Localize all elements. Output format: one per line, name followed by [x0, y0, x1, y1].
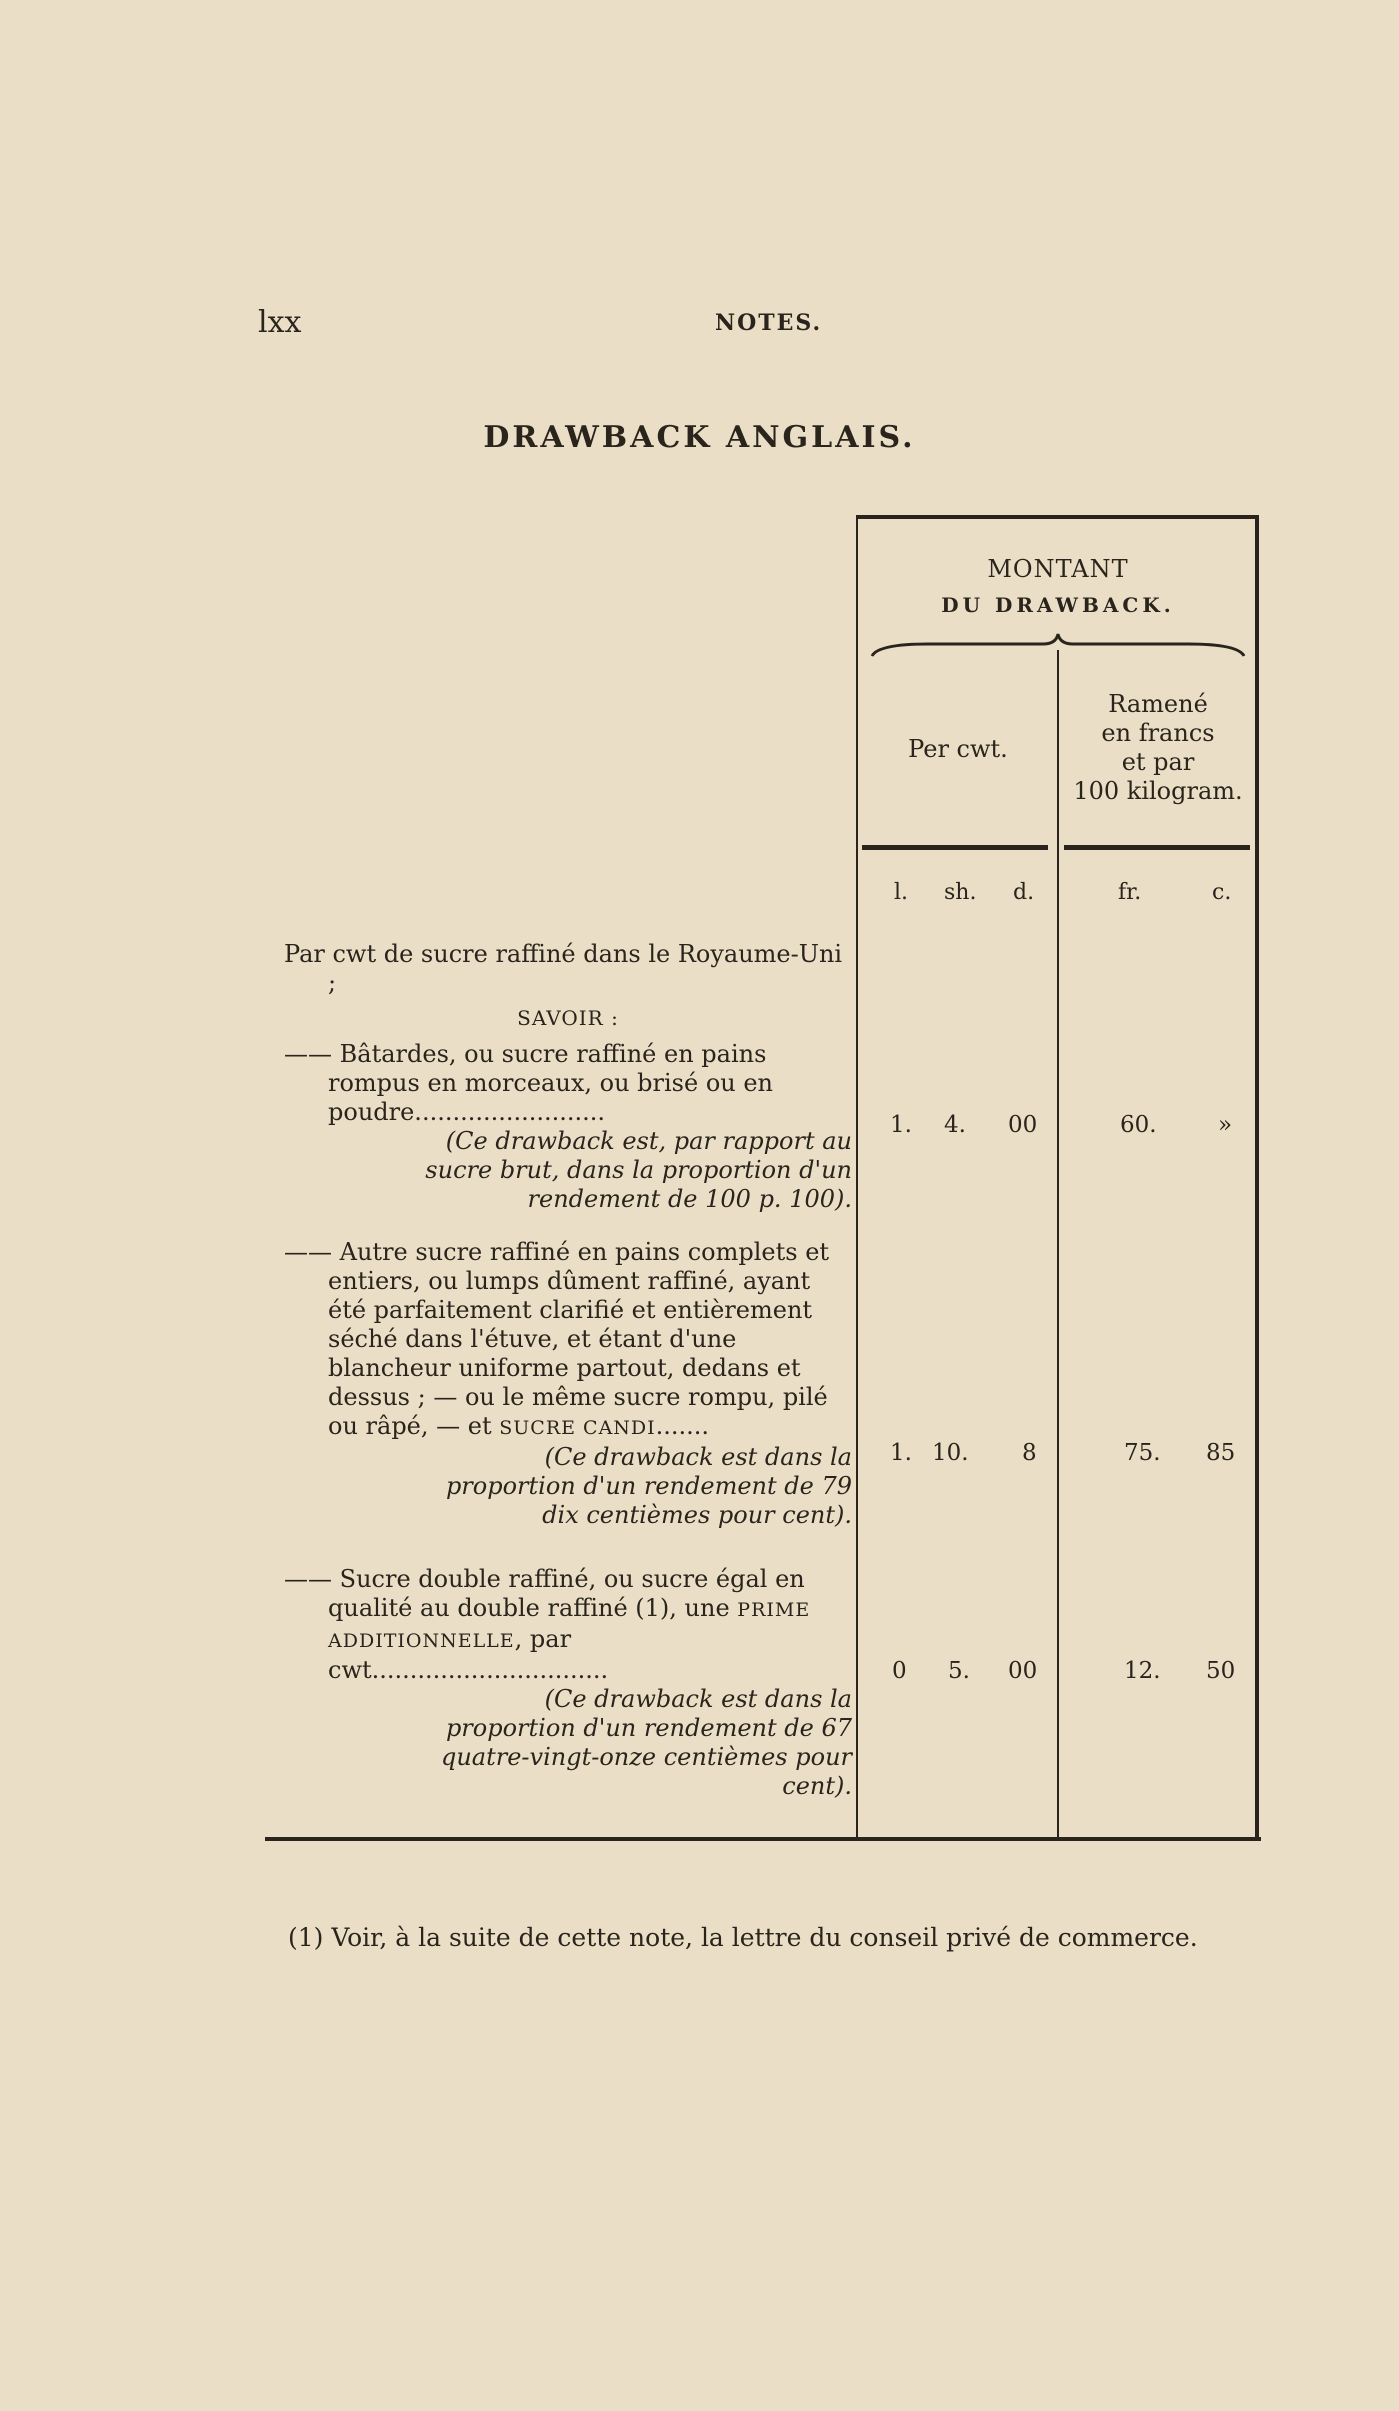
table-mid-rule: [1057, 650, 1059, 1837]
running-head: NOTES.: [715, 310, 823, 336]
value-fr: 75.: [1124, 1440, 1161, 1466]
unit-deniers: d.: [1013, 880, 1035, 905]
table-intro: Par cwt de sucre raffiné dans le Royaume-Uni ; SAVOIR :: [284, 940, 852, 1033]
value-sh: 5.: [948, 1658, 970, 1684]
header-du-drawback: DU DRAWBACK.: [941, 593, 1175, 617]
value-sh: 4.: [944, 1112, 966, 1138]
value-d: 00: [1008, 1112, 1038, 1138]
unit-shillings: sh.: [944, 880, 977, 905]
header-brace: [868, 630, 1248, 660]
table-row: —— Sucre double raffiné, ou sucre égal en qualité au double raffiné (1), une PRIME ADDITIONNELLE, par cwt............................... (Ce drawback est dans la proportion d'un rendement de 67 quatre-vingt-onze centièmes pour cent).: [284, 1565, 852, 1800]
value-l: 1.: [890, 1440, 912, 1466]
header-ramene: Ramené en francs et par 100 kilogram.: [1073, 690, 1243, 805]
unit-centimes: c.: [1212, 880, 1232, 905]
value-fr: 60.: [1120, 1112, 1157, 1138]
value-c: 85: [1206, 1440, 1236, 1466]
footnote: (1) Voir, à la suite de cette note, la lettre du conseil privé de commerce.: [288, 1923, 1198, 1952]
value-d: 8: [1022, 1440, 1037, 1466]
header-rule-right: [1064, 845, 1250, 850]
table-bottom-rule: [265, 1837, 1261, 1841]
header-per-cwt: Per cwt.: [908, 735, 1008, 763]
folio: lxx: [258, 305, 302, 340]
value-fr: 12.: [1124, 1658, 1161, 1684]
unit-livres: l.: [894, 880, 909, 905]
table-row: —— Bâtardes, ou sucre raffiné en pains rompus en morceaux, ou brisé ou en poudre......................... (Ce drawback est, par rapport au sucre brut, dans la proportion d'un rendement de 100 p. 100).: [284, 1040, 852, 1213]
savoir-label: SAVOIR :: [517, 1006, 619, 1030]
table-left-rule: [856, 515, 858, 1837]
value-c: »: [1218, 1112, 1233, 1138]
header-rule-left: [862, 845, 1048, 850]
header-montant: MONTANT: [987, 555, 1129, 583]
value-d: 00: [1008, 1658, 1038, 1684]
page-title: DRAWBACK ANGLAIS.: [483, 420, 916, 455]
table-top-rule: [858, 515, 1258, 519]
value-l: 1.: [890, 1112, 912, 1138]
value-sh: 10.: [932, 1440, 969, 1466]
value-c: 50: [1206, 1658, 1236, 1684]
table-row: —— Autre sucre raffiné en pains complets et entiers, ou lumps dûment raffiné, ayant été parfaitement clarifié et entièrement séché dans l'étuve, et étant d'une blancheur uniforme partout, dedans et dessus ; — ou le même sucre rompu, pilé ou râpé, — et SUCRE CANDI....... (Ce drawback est dans la proportion d'un rendement de 79 dix centièmes pour cent).: [284, 1238, 852, 1529]
value-l: 0: [892, 1658, 907, 1684]
unit-francs: fr.: [1118, 880, 1142, 905]
